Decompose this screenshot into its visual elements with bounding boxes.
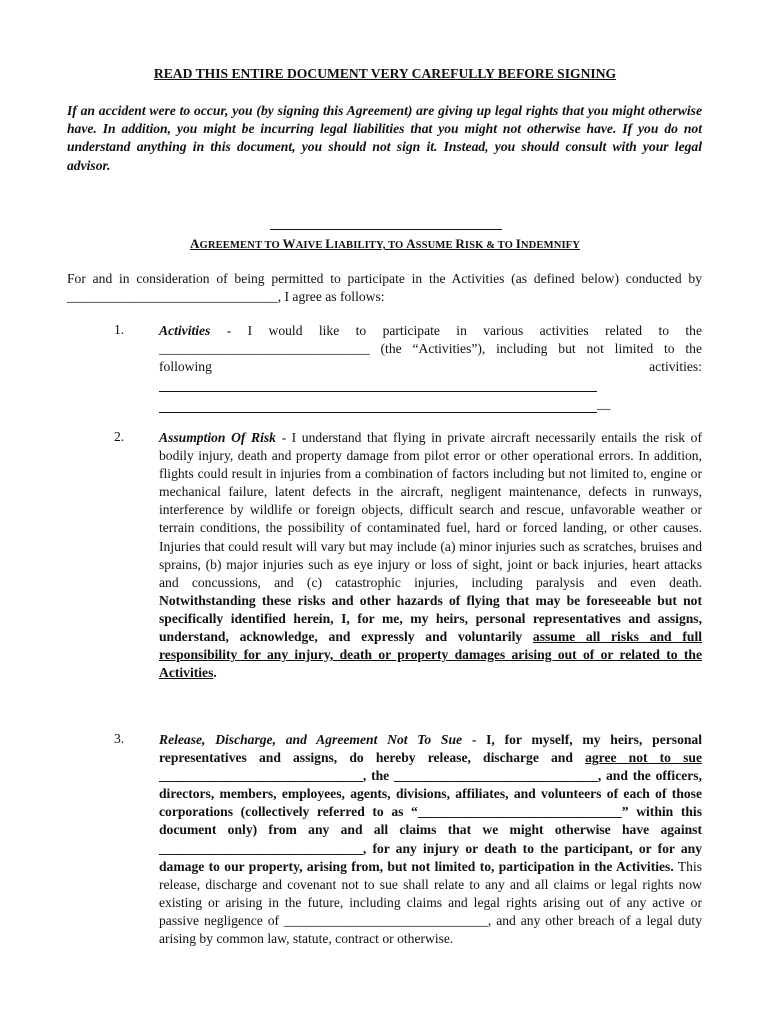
activities-blank-line-2[interactable] <box>159 397 597 413</box>
consideration-paragraph: For and in consideration of being permitted to participate in the Activities (as defined below) conducted by _______________________________, I agree as follows: <box>67 271 702 305</box>
separator-line <box>270 229 502 230</box>
clause-number: 3. <box>114 731 125 746</box>
clause-body: Release, Discharge, and Agreement Not To Sue - I, for myself, my heirs, personal representatives and assigns, do hereby release, discharge and agree not to sue ______________________________, the ______________________________, and the officers, directors, members, employees, agents, divisions, affiliates, and volunteers of each of those corporations (collectively referred to as “______________________________” within this document only) from any and all claims that we might otherwise have against ______________________________, for any injury or death to the participant, or for any damage to our property, arising from, but not limited to, participation in the Activities. This release, discharge and covenant not to sue shall relate to any and all claims or legal rights now existing or arising in the future, including claims and legal rights arising out of any active or passive negligence of ______________________________, and any other breach of a legal duty arising by common law, statute, contract or otherwise. <box>159 732 703 947</box>
warning-paragraph: If an accident were to occur, you (by signing this Agreement) are giving up legal rights that you might otherwise have. In addition, you might be incurring legal liabilities that you might not otherwise have. If you do not understand anything in this document, you should not sign it. Instead, you should consult with your legal advisor. <box>67 103 702 173</box>
agree-not-to-sue-phrase: agree not to sue <box>585 750 702 766</box>
clause-body: Activities - I would like to participate in various activities related to the _______________________________ (the “Activities”), including but not limited to the following activities: __ <box>159 322 702 413</box>
activities-definition-line: _______________________________ (the “Activities”), including but not limited to the <box>159 341 702 357</box>
activities-blank-line-1[interactable] <box>159 376 597 392</box>
clause-body: Assumption Of Risk - I understand that flying in private aircraft necessarily entails the risk of bodily injury, death and property damage from pilot error or other operational errors. In addition, flights could result in injuries from a combination of factors including but not limited to, engine or mechanical failure, latent defects in the aircraft, negligent maintenance, defects in runways, interference by wildlife or foreign objects, difficult search and rescue, unfavorable weather or terrain conditions, the possibility of contaminated fuel, hard or forced landing, or other causes. Injuries that could result will vary but may include (a) minor injuries such as scratches, bruises and sprains, (b) major injuries such as eye injury or loss of sight, joint or back injuries, heart attacks and concussions, and (c) catastrophic injuries, including paralysis and even death. Notwithstanding these risks and other hazards of flying that may be foreseeable but not specifically identified herein, I, for me, my heirs, personal representatives and assigns, understand, acknowledge, and expressly and voluntarily assume all risks and full responsibility for any injury, death or property damages arising out of or related to the Activities. <box>159 430 703 681</box>
clause-number: 2. <box>114 429 125 444</box>
trailing-blank: __ <box>597 396 611 412</box>
assume-risk-statement: assume all risks and full responsibility for any injury, death or property damages arising out of or related to the Activities <box>159 629 703 681</box>
clause-label: Assumption Of Risk <box>159 430 276 445</box>
clause-label: Release, Discharge, and Agreement Not To Sue <box>159 732 463 747</box>
clause-number: 1. <box>114 322 125 337</box>
agreement-heading: AGREEMENT TO WAIVE LIABILITY, TO ASSUME RISK & TO INDEMNIFY <box>190 236 580 251</box>
clause-label: Activities <box>159 323 211 338</box>
document-title: READ THIS ENTIRE DOCUMENT VERY CAREFULLY BEFORE SIGNING <box>153 66 617 81</box>
